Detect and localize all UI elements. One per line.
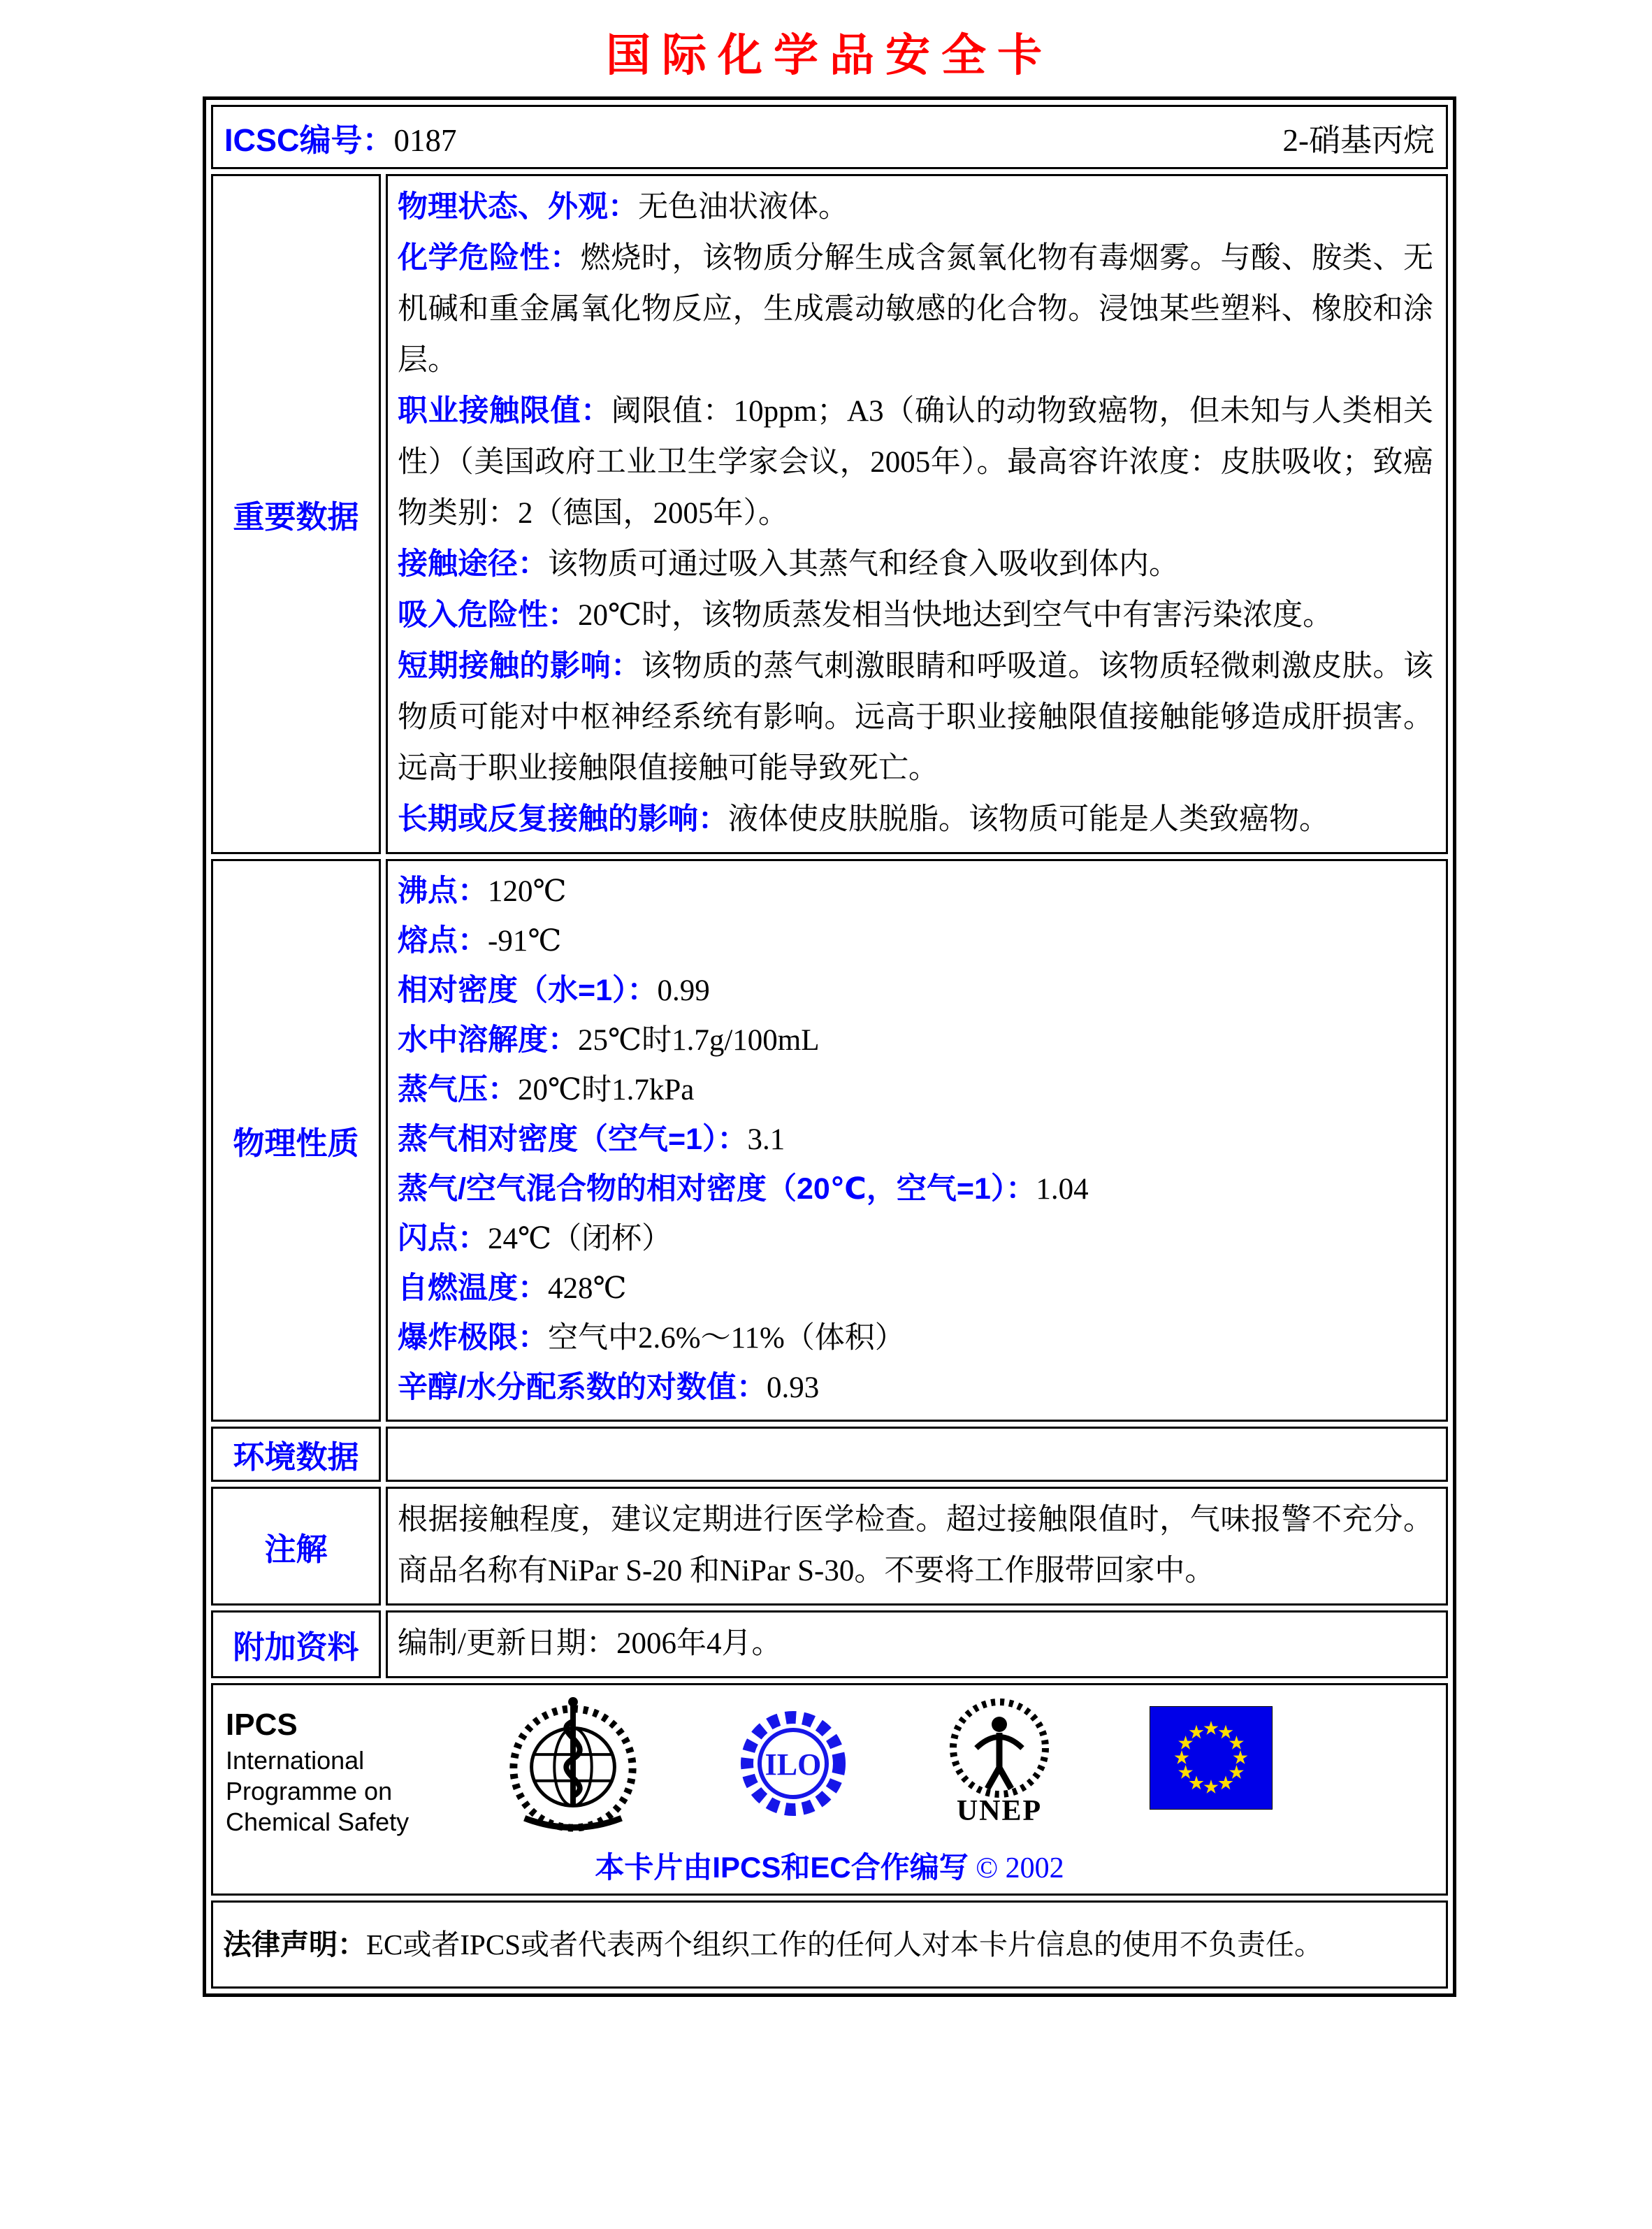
property-label: 相对密度（水=1）： <box>398 974 658 1007</box>
property-label: 熔点： <box>398 924 488 958</box>
ipcs-logo-text <box>226 1695 409 1838</box>
ipcs-line: International <box>226 1746 365 1775</box>
environmental-data-content <box>386 1427 1448 1482</box>
field-line <box>398 386 1433 539</box>
header-row <box>211 105 1448 169</box>
property-line <box>398 1065 1433 1115</box>
property-value: 20℃时1.7kPa <box>518 1074 695 1106</box>
unep-text: UNEP <box>956 1795 1043 1827</box>
ilo-icon <box>737 1695 849 1832</box>
section-row-environmental-data <box>211 1427 1448 1482</box>
field-value: 阈限值：10ppm；A3（确认的动物致癌物，但未知与人类相关性）（美国政府工业卫生学家会议，2005年）。最高容许浓度：皮肤吸收；致癌物类别：2（德国，2005年）。 <box>398 395 1434 530</box>
unep-icon <box>944 1695 1055 1828</box>
property-label: 闪点： <box>398 1222 488 1255</box>
important-data-content <box>386 174 1448 854</box>
property-label: 辛醇/水分配系数的对数值： <box>398 1371 767 1404</box>
section-row-important-data <box>211 174 1448 854</box>
property-line <box>398 1313 1433 1363</box>
page-title: 国际化学品安全卡 <box>606 30 1053 80</box>
section-row-notes <box>211 1487 1448 1606</box>
icsc-number-label: ICSC编号： <box>224 122 394 158</box>
property-value: 空气中2.6%～11%（体积） <box>548 1322 905 1355</box>
property-line <box>398 1363 1433 1413</box>
icsc-number-value: 0187 <box>393 122 457 158</box>
field-label: 化学危险性： <box>398 241 581 275</box>
field-line <box>398 233 1433 386</box>
field-value: 该物质的蒸气刺激眼睛和呼吸道。该物质轻微刺激皮肤。该物质可能对中枢神经系统有影响。远高于职业接触限值接触能够造成肝损害。远高于职业接触限值接触可能导致死亡。 <box>398 650 1434 785</box>
property-label: 自燃温度： <box>398 1271 548 1305</box>
property-label: 沸点： <box>398 874 488 908</box>
property-value: -91℃ <box>488 925 562 958</box>
property-value: 25℃时1.7g/100mL <box>578 1024 820 1057</box>
property-value: 1.04 <box>1036 1173 1089 1206</box>
field-line <box>398 182 1433 233</box>
field-label: 接触途径： <box>398 547 548 581</box>
property-line <box>398 1264 1433 1313</box>
property-value: 0.99 <box>657 974 710 1007</box>
property-label: 蒸气压： <box>398 1073 518 1106</box>
property-value: 428℃ <box>548 1272 627 1305</box>
who-icon <box>504 1695 642 1835</box>
notes-text: 根据接触程度，建议定期进行医学检查。超过接触限值时，气味报警不充分。商品名称有NiPar S-20 和NiPar S-30。不要将工作服带回家中。 <box>398 1503 1433 1587</box>
additional-info-content <box>386 1610 1448 1678</box>
legal-cell <box>211 1900 1448 1989</box>
field-line <box>398 539 1433 590</box>
field-label: 长期或反复接触的影响： <box>398 802 728 836</box>
field-value: 该物质可通过吸入其蒸气和经食入吸收到体内。 <box>548 548 1179 581</box>
eu-flag-icon <box>1150 1695 1273 1810</box>
field-line <box>398 794 1433 845</box>
property-label: 水中溶解度： <box>398 1023 578 1057</box>
property-line <box>398 916 1433 966</box>
physical-properties-content <box>386 859 1448 1422</box>
field-value: 无色油状液体。 <box>638 191 848 224</box>
logos-row <box>211 1683 1448 1896</box>
legal-row <box>211 1900 1448 1989</box>
field-label: 物理状态、外观： <box>398 190 638 224</box>
property-value: 0.93 <box>766 1371 820 1404</box>
field-value: 燃烧时，该物质分解生成含氮氧化物有毒烟雾。与酸、胺类、无机碱和重金属氧化物反应，生成震动敏感的化合物。浸蚀某些塑料、橡胶和涂层。 <box>398 242 1434 377</box>
copyright-text: 本卡片由IPCS和EC合作编写 <box>595 1851 969 1884</box>
property-label: 蒸气/空气混合物的相对密度（20℃，空气=1）： <box>398 1172 1036 1206</box>
chemical-name: 2-硝基丙烷 <box>1282 122 1435 158</box>
section-label-environmental-data: 环境数据 <box>211 1427 381 1482</box>
field-label: 短期接触的影响： <box>398 649 642 683</box>
property-line <box>398 1164 1433 1214</box>
section-row-additional-info <box>211 1610 1448 1678</box>
field-line <box>398 590 1433 641</box>
ipcs-line: Chemical Safety <box>226 1808 410 1836</box>
section-label-additional-info: 附加资料 <box>211 1610 381 1678</box>
field-value: 20℃时，该物质蒸发相当快地达到空气中有害污染浓度。 <box>578 599 1333 632</box>
property-line <box>398 1115 1433 1164</box>
additional-info-text: 编制/更新日期：2006年4月。 <box>398 1627 782 1660</box>
legal-text: EC或者IPCS或者代表两个组织工作的任何人对本卡片信息的使用不负责任。 <box>366 1928 1323 1961</box>
property-value: 3.1 <box>747 1123 785 1156</box>
field-value: 液体使皮肤脱脂。该物质可能是人类致癌物。 <box>728 803 1329 836</box>
section-label-physical-properties: 物理性质 <box>211 859 381 1422</box>
field-line <box>398 641 1433 794</box>
section-label-notes: 注解 <box>211 1487 381 1606</box>
icsc-number <box>224 115 457 160</box>
section-label-important-data: 重要数据 <box>211 174 381 854</box>
copyright-line <box>226 1845 1433 1887</box>
legal-label: 法律声明： <box>223 1928 366 1961</box>
property-value: 24℃（闭杯） <box>488 1222 672 1255</box>
property-line <box>398 966 1433 1016</box>
property-line <box>398 867 1433 916</box>
notes-content <box>386 1487 1448 1606</box>
section-row-physical-properties <box>211 859 1448 1422</box>
ipcs-line: Programme on <box>226 1777 393 1805</box>
field-label: 职业接触限值： <box>398 394 611 428</box>
logo-strip <box>226 1695 1433 1838</box>
property-line <box>398 1016 1433 1065</box>
ipcs-title: IPCS <box>226 1708 298 1742</box>
property-line <box>398 1214 1433 1264</box>
property-value: 120℃ <box>488 875 567 908</box>
property-label: 蒸气相对密度（空气=1）： <box>398 1123 748 1156</box>
icsc-card-page <box>0 20 1652 2229</box>
ilo-text: ILO <box>765 1747 822 1782</box>
icsc-card-table <box>203 96 1456 1997</box>
header-cell <box>211 105 1448 169</box>
copyright-year: © 2002 <box>976 1852 1064 1884</box>
property-label: 爆炸极限： <box>398 1321 548 1355</box>
field-label: 吸入危险性： <box>398 598 578 632</box>
logos-cell <box>211 1683 1448 1896</box>
